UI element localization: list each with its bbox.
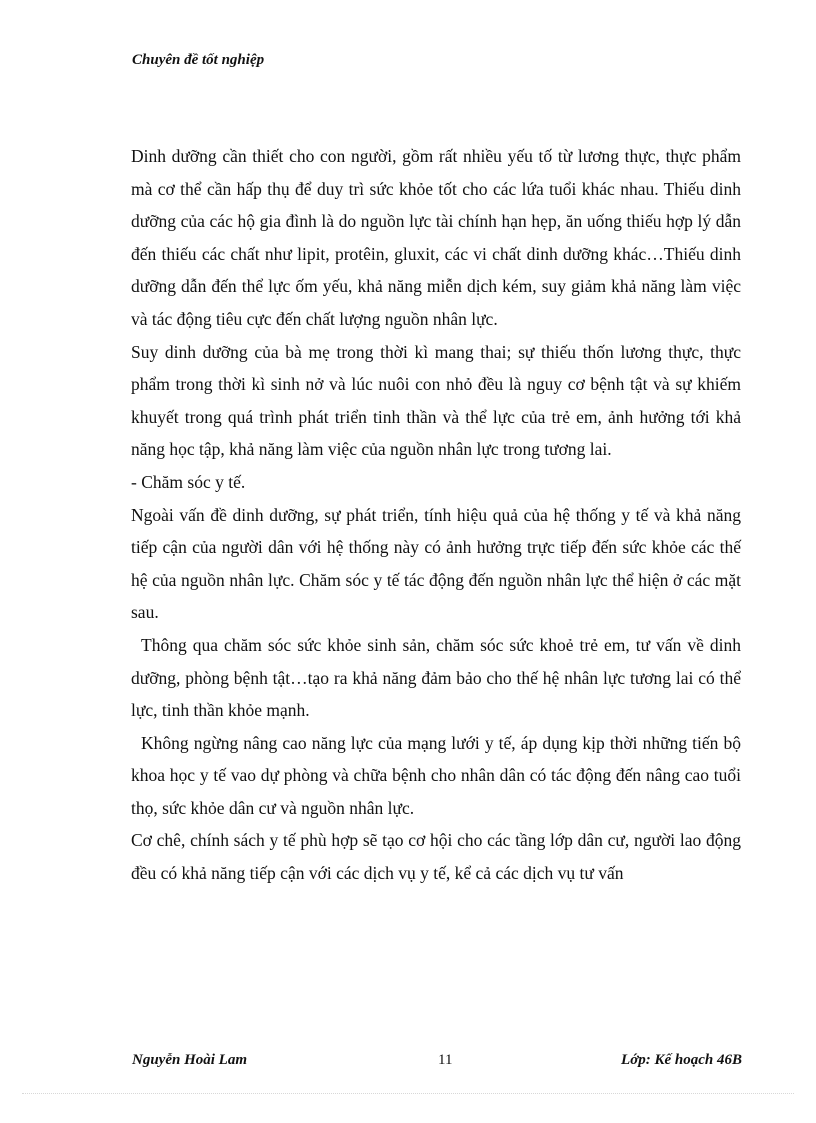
document-body	[131, 140, 741, 890]
paragraph-reproductive-health: Thông qua chăm sóc sức khỏe sinh sản, chăm sóc sức khoẻ trẻ em, tư vấn về dinh dưỡng, phòng bệnh tật…tạo ra khả năng đảm bảo cho thế hệ nhân lực tương lai có thể lực, tinh thần khỏe mạnh.	[131, 634, 741, 721]
paragraph-maternal-malnutrition: Suy dinh dưỡng của bà mẹ trong thời kì mang thai; sự thiếu thốn lương thực, thực phẩm trong thời kì sinh nở và lúc nuôi con nhỏ đều là nguy cơ bệnh tật và sự khiếm khuyết trong quá trình phát triển tinh thần và thể lực của trẻ em, ảnh hưởng tới khả năng học tập, khả năng làm việc của nguồn nhân lực trong tương lai.	[131, 341, 741, 460]
footer-author: Nguyễn Hoài Lam	[132, 1052, 247, 1068]
paragraph-health-network: Không ngừng nâng cao năng lực của mạng lưới y tế, áp dụng kịp thời những tiến bộ khoa học y tế vao dự phòng và chữa bệnh cho nhân dân có tác động đến nâng cao tuổi thọ, sức khỏe dân cư và nguồn nhân lực.	[131, 732, 741, 818]
paragraph-nutrition: Dinh dưỡng cần thiết cho con người, gồm rất nhiều yếu tố từ lương thực, thực phẩm mà cơ thể cần hấp thụ để duy trì sức khỏe tốt cho các lứa tuổi khác nhau. Thiếu dinh dưỡng của các hộ gia đình là do nguồn lực tài chính hạn hẹp, ăn uống thiếu hợp lý dẫn đến thiếu các chất như lipit, protêin, gluxit, các vi chất dinh dưỡng khác…Thiếu dinh dưỡng dẫn đến thể lực ốm yếu, khả năng miễn dịch kém, suy giảm khả năng làm việc và tác động tiêu cực đến chất lượng nguồn nhân lực.	[131, 146, 741, 329]
section-heading-health-care: - Chăm sóc y tế.	[131, 471, 246, 492]
footer-page-number: 11	[438, 1052, 453, 1068]
footer-class-label: Lớp: Kế hoạch 46B	[621, 1052, 742, 1068]
paragraph-health-policy: Cơ chê, chính sách y tế phù hợp sẽ tạo cơ hội cho các tầng lớp dân cư, người lao động đều có khả năng tiếp cận với các dịch vụ y tế, kể cả các dịch vụ tư vấn	[131, 830, 741, 884]
paragraph-health-system: Ngoài vấn đề dinh dưỡng, sự phát triển, tính hiệu quả của hệ thống y tế và khả năng tiếp cận của người dân với hệ thống này có ảnh hưởng trực tiếp đến sức khỏe các thế hệ của nguồn nhân lực. Chăm sóc y tế tác động đến nguồn nhân lực thể hiện ở các mặt sau.	[131, 504, 741, 623]
page-header-title: Chuyên đề tốt nghiệp	[132, 52, 265, 68]
footer-divider	[22, 1093, 794, 1094]
